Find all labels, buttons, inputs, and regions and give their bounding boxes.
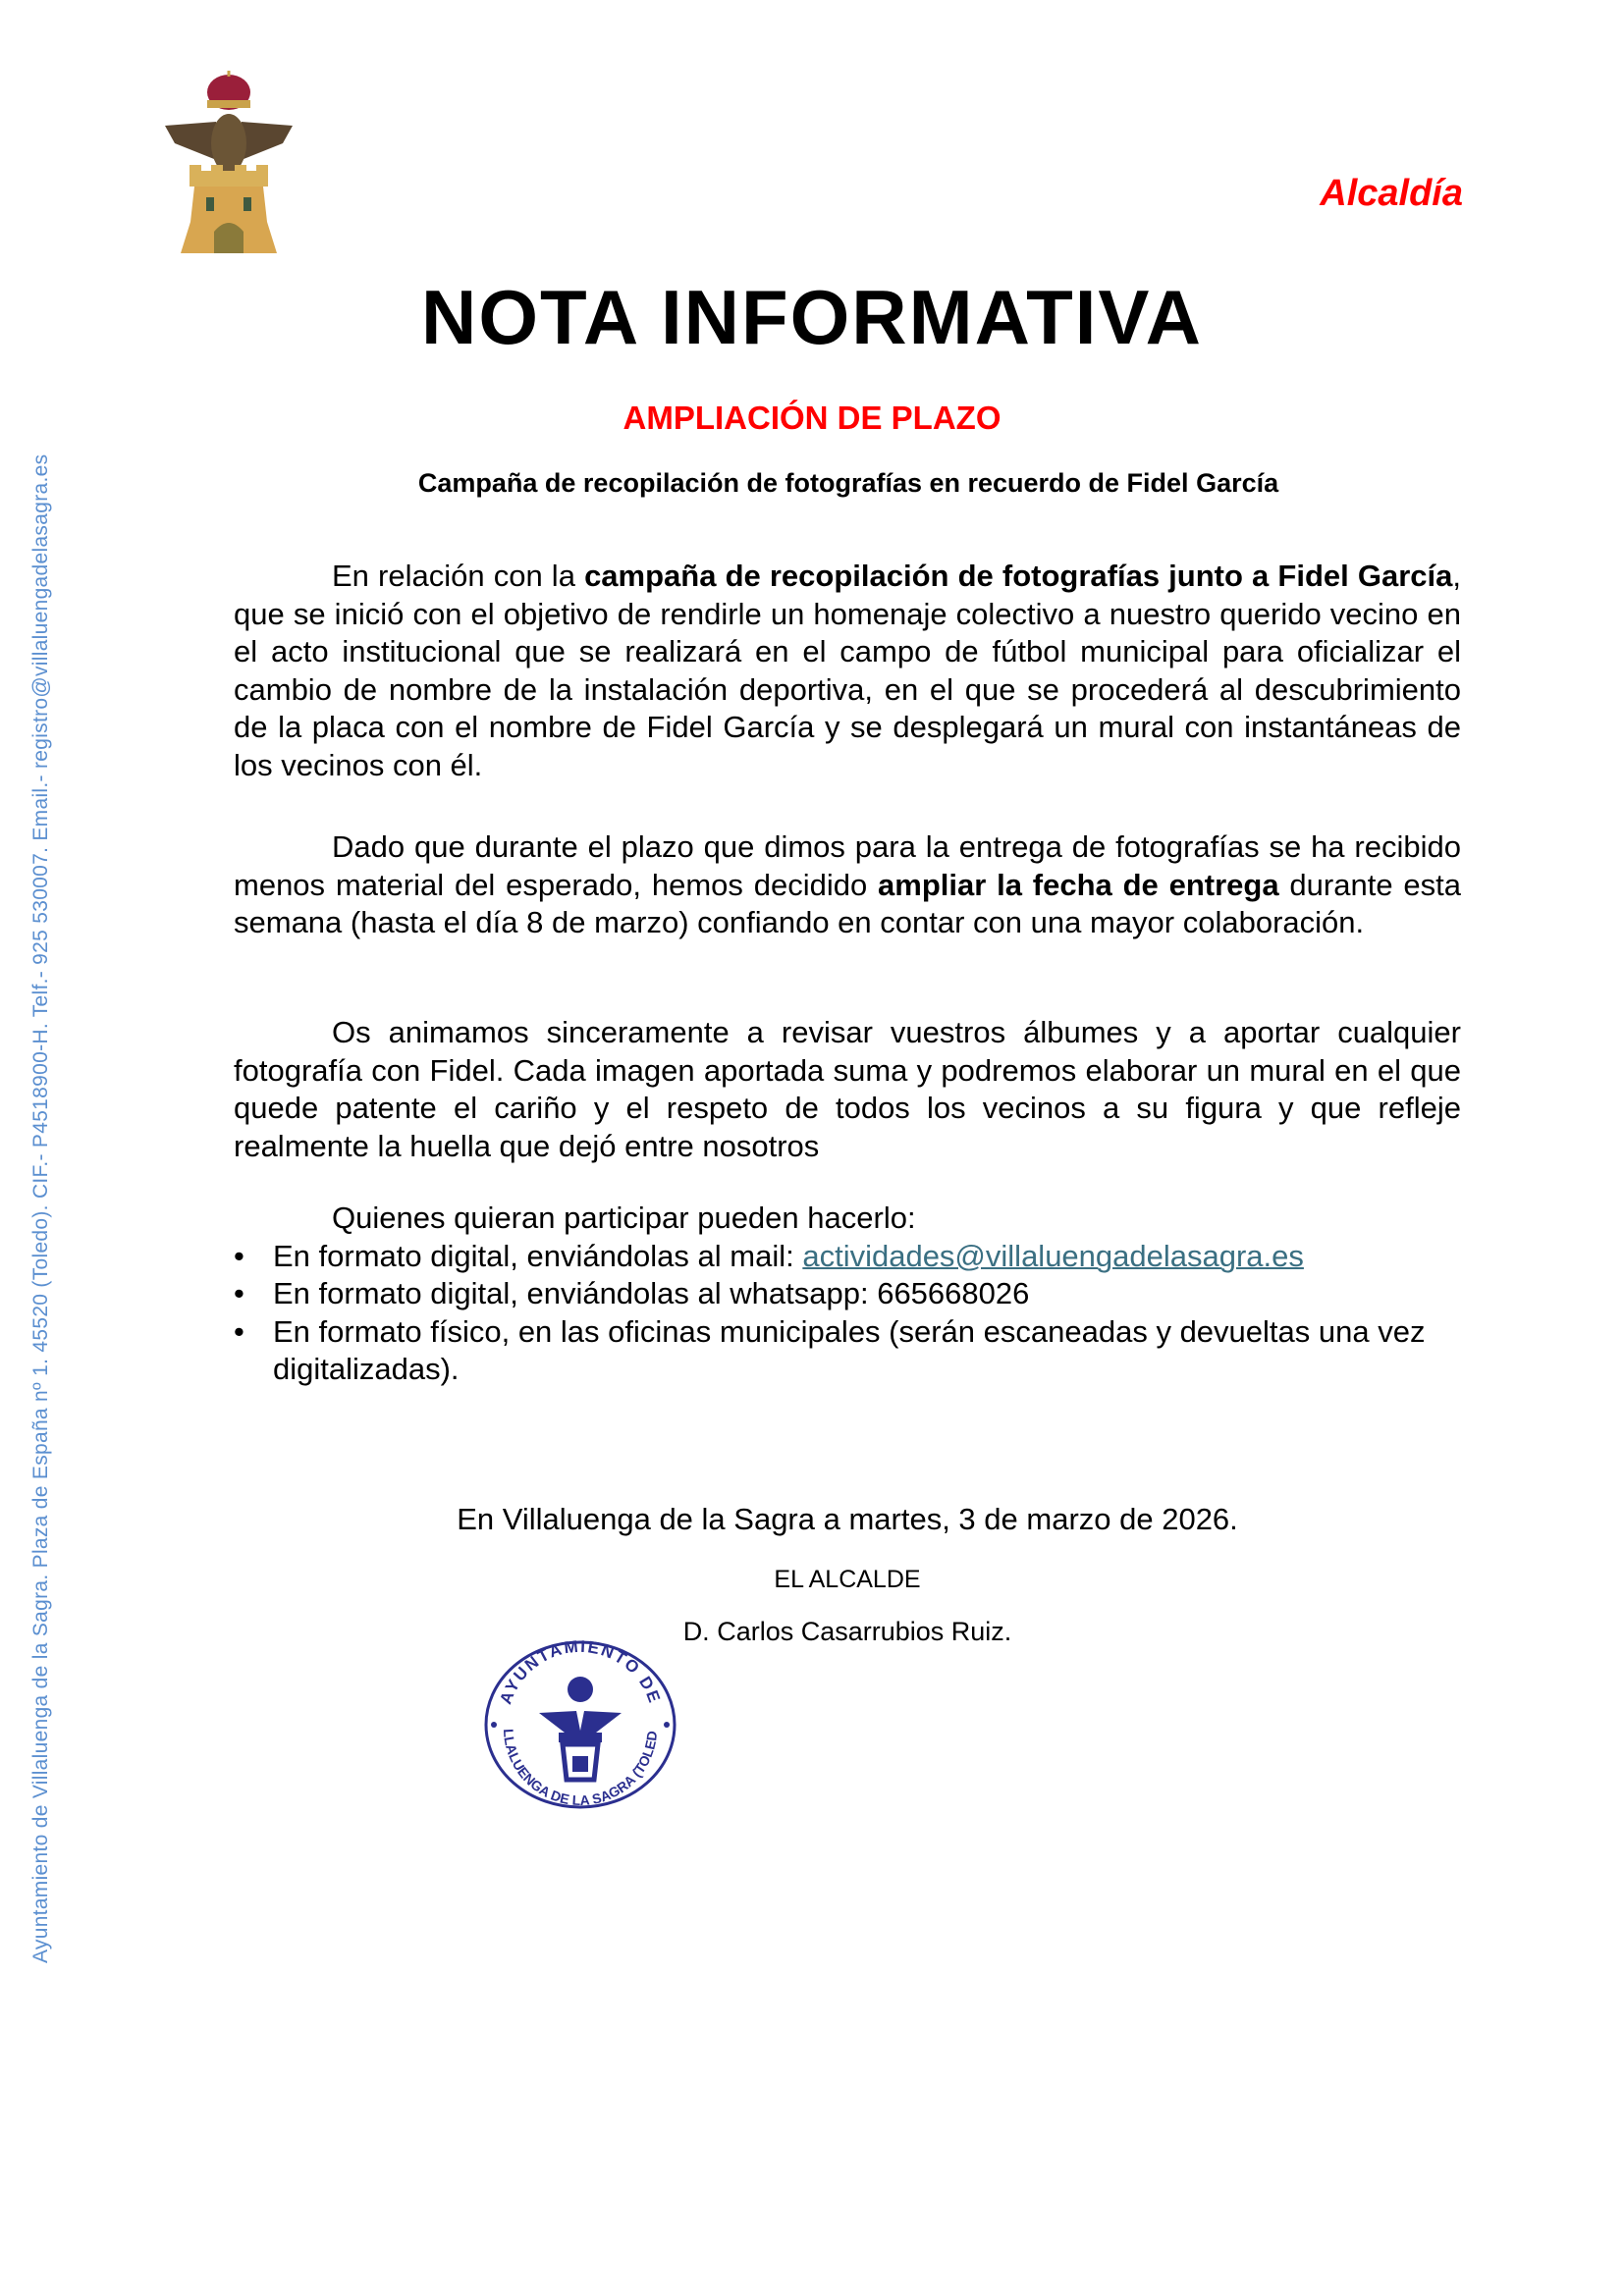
bullet-icon: • [234,1276,244,1310]
list-item-text: En formato digital, enviándolas al mail: [273,1238,803,1273]
bullet-icon: • [234,1313,244,1349]
paragraph-deadline-extension [234,828,1461,942]
bold-text: ampliar la fecha de entrega [878,867,1279,902]
participation-list [234,1238,1461,1389]
text: En relación con la [332,559,585,593]
text: durante esta semana (hasta el día 8 de marzo) confiando en contar con una mayor colaboración. [234,867,1461,939]
sidebar-contact-info: Ayuntamiento de Villaluenga de la Sagra. Plaza de España nº 1. 45520 (Toledo). CIF.- P4518900-H. Telf.- 925 530007. Email.- registro@villaluengadelasagra.es [29,454,52,1963]
town-crest-icon [155,65,302,257]
page-title: NOTA INFORMATIVA [420,274,1203,360]
bold-text: campaña de recopilación de fotografías junto a Fidel García [584,559,1453,593]
paragraph-encouragement [234,1014,1461,1165]
list-item [234,1275,1461,1313]
list-item-text: En formato digital, enviándolas al whatsapp: 665668026 [273,1276,1030,1310]
paragraph-campaign-intro [234,558,1461,784]
text: , que se inició con el objetivo de rendirle un homenaje colectivo a nuestro querido vecino en el acto institucional que se realizará en el campo de fútbol municipal para oficializar el cambio de nombre de la instalación deportiva, en el que se procederá al descubrimiento de la placa con el nombre de Fidel García y se desplegará un mural con instantáneas de los vecinos con él. [234,559,1461,782]
seal-bottom-text: LLALUENGA DE LA SAGRA (TOLED [500,1728,661,1809]
place-date: En Villaluenga de la Sagra a martes, 3 de marzo de 2026. [457,1502,1238,1536]
email-link[interactable]: actividades@villaluengadelasagra.es [802,1238,1304,1273]
participation-lead: Quienes quieran participar pueden hacerlo: [332,1201,916,1235]
signer-name: D. Carlos Casarrubios Ruiz. [682,1617,1012,1646]
list-item-text: En formato físico, en las oficinas municipales (serán escaneadas y devueltas una vez digitalizadas). [273,1313,1426,1386]
list-item [234,1238,1461,1276]
signer-role: EL ALCALDE [774,1566,921,1593]
text: Os animamos sinceramente a revisar vuestros álbumes y a aportar cualquier fotografía con Fidel. Cada imagen aportada suma y podremos elaborar un mural en el que quede patente el cariño y el respeto de todos los vecinos a su figura y que refleje realmente la huella que dejó entre nosotros [234,1015,1461,1163]
participation-section [234,1200,1461,1389]
municipal-seal-icon [478,1634,682,1811]
list-item [234,1313,1461,1389]
campaign-heading: Campaña de recopilación de fotografías en recuerdo de Fidel García [417,468,1279,498]
seal-top-text: AYUNTAMIENTO DE [496,1636,665,1707]
bullet-icon: • [234,1238,244,1273]
text: Dado que durante el plazo que dimos para la entrega de fotografías se ha recibido menos material del esperado, hemos decidido [234,829,1461,902]
notice-subtitle: AMPLIACIÓN DE PLAZO [623,400,1001,436]
department-label: Alcaldía [1320,173,1463,214]
